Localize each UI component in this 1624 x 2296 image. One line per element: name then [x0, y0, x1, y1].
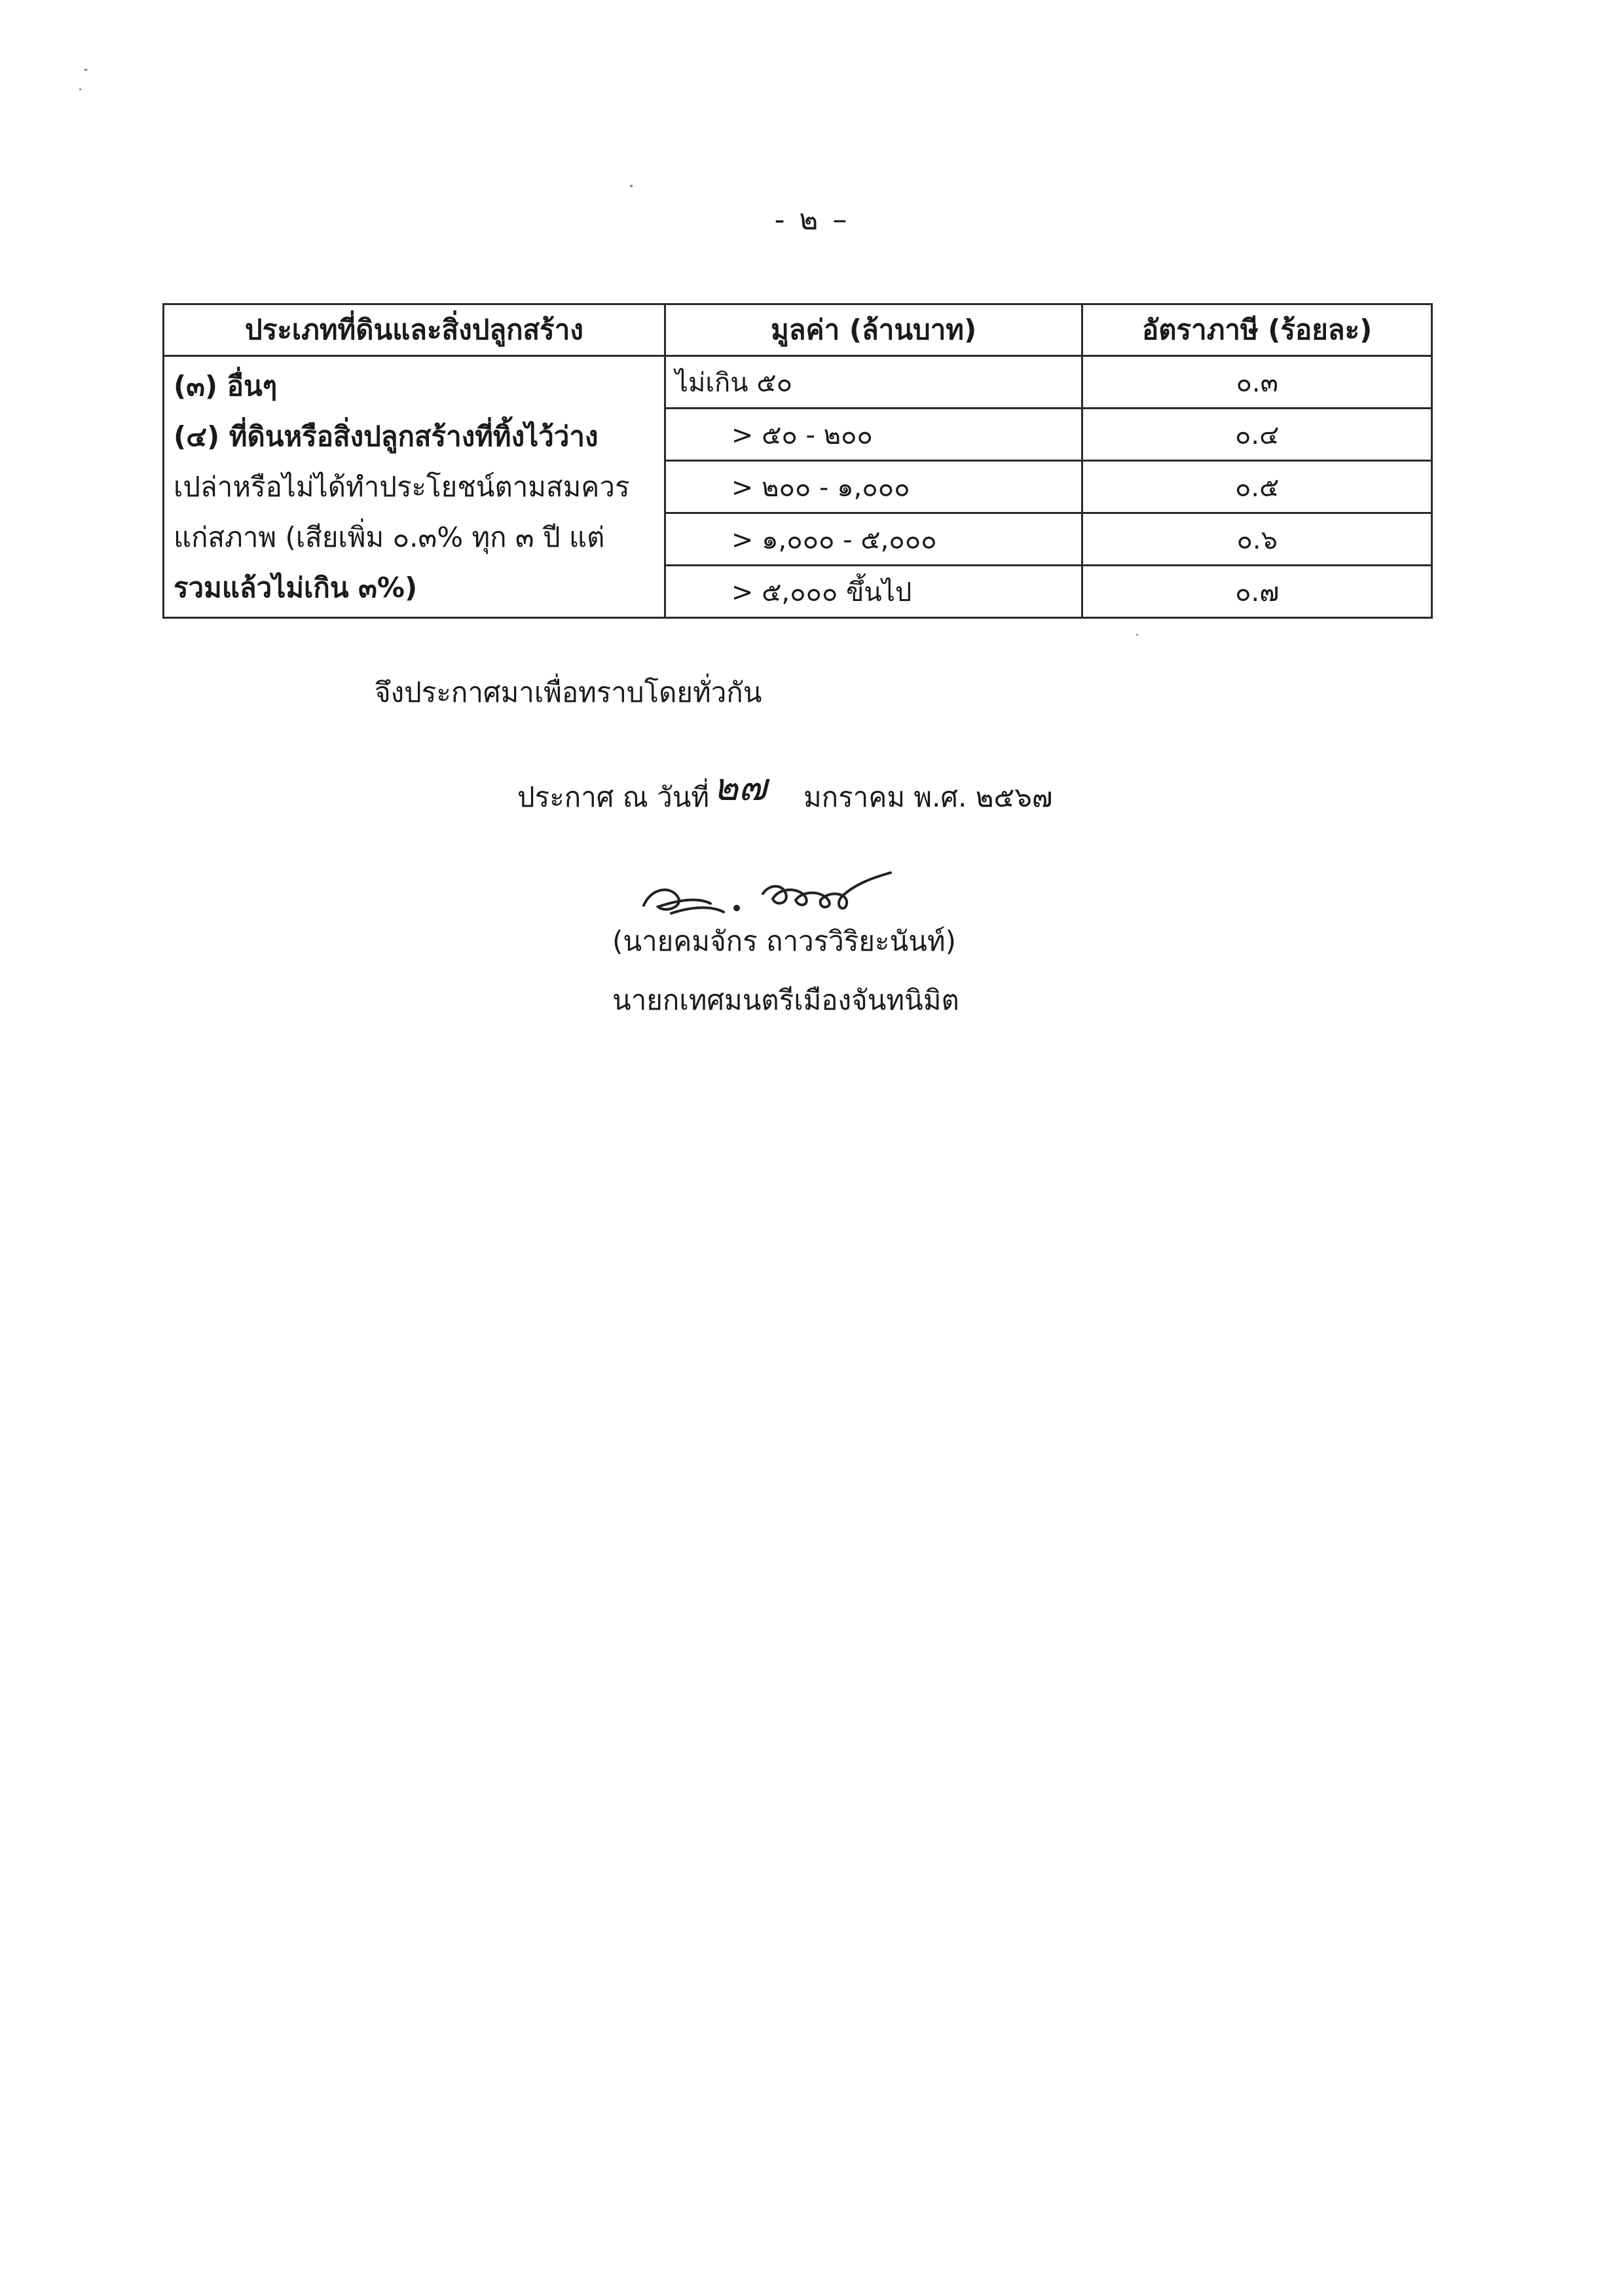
- date-month-year: มกราคม พ.ศ. ๒๕๖๗: [803, 781, 1053, 813]
- date-prefix: ประกาศ ณ วันที่: [517, 781, 710, 813]
- announcement-date: [517, 763, 1052, 824]
- handwritten-day: ๒๗: [713, 765, 767, 809]
- land-type-line: เปล่าหรือไม่ได้ทำประโยชน์ตามสมควร: [174, 471, 630, 503]
- value-range-cell: > ๒๐๐ - ๑,๐๐๐: [665, 461, 1082, 513]
- tax-rate-cell: ๐.๔: [1082, 409, 1432, 461]
- value-range-cell: > ๑,๐๐๐ - ๕,๐๐๐: [665, 513, 1082, 566]
- signer-title: นายกเทศมนตรีเมืองจันทนิมิต: [612, 984, 959, 1016]
- scan-speck: [1136, 634, 1138, 636]
- scan-speck: [84, 69, 88, 71]
- tax-rate-cell: ๐.๗: [1082, 566, 1432, 618]
- land-type-cell: [164, 356, 665, 618]
- tax-rate-cell: ๐.๕: [1082, 461, 1432, 513]
- land-type-line: รวมแล้วไม่เกิน ๓%): [174, 572, 418, 604]
- closing-statement: จึงประกาศมาเพื่อทราบโดยทั่วกัน: [375, 676, 762, 708]
- value-range-cell: > ๕,๐๐๐ ขึ้นไป: [665, 566, 1082, 618]
- tax-rate-cell: ๐.๖: [1082, 513, 1432, 566]
- handwritten-signature: [638, 867, 927, 926]
- land-type-line: (๔) ที่ดินหรือสิ่งปลูกสร้างที่ทิ้งไว้ว่าง: [174, 420, 599, 452]
- table-row: [164, 356, 1432, 409]
- scan-speck: [79, 88, 81, 90]
- signer-name: (นายคมจักร ถาวรวิริยะนันท์): [612, 925, 956, 957]
- value-range-cell: > ๕๐ - ๒๐๐: [665, 409, 1082, 461]
- value-range-cell: ไม่เกิน ๕๐: [665, 356, 1082, 409]
- tax-rate-cell: ๐.๓: [1082, 356, 1432, 409]
- header-land-type: ประเภทที่ดินและสิ่งปลูกสร้าง: [164, 304, 665, 356]
- land-type-line: (๓) อื่นๆ: [174, 370, 278, 402]
- page-number: - ๒ –: [774, 203, 850, 236]
- land-type-line: แก่สภาพ (เสียเพิ่ม ๐.๓% ทุก ๓ ปี แต่: [174, 521, 605, 553]
- scan-speck: [630, 185, 633, 187]
- tax-rate-table: [162, 303, 1433, 619]
- table-header-row: [164, 304, 1432, 356]
- header-tax-rate: อัตราภาษี (ร้อยละ): [1082, 304, 1432, 356]
- header-value: มูลค่า (ล้านบาท): [665, 304, 1082, 356]
